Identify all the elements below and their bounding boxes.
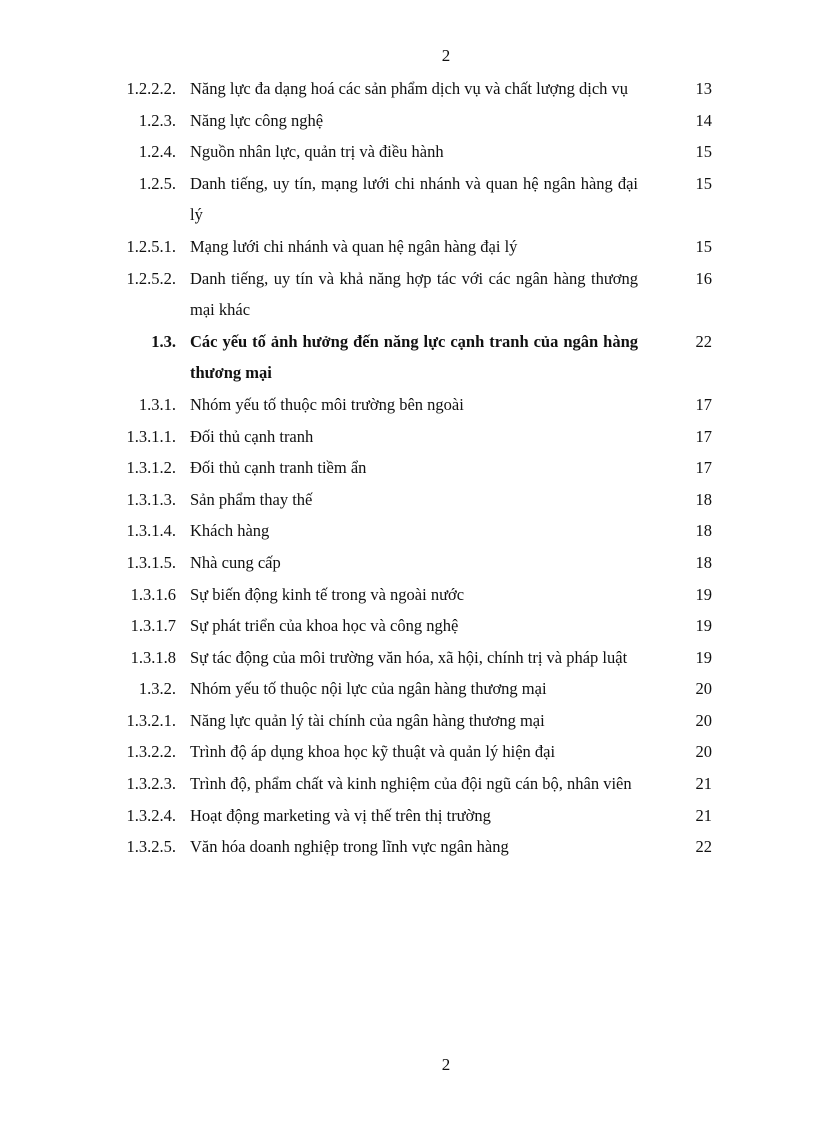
toc-entry-number: 1.3.2.4. <box>126 805 176 825</box>
toc-entry-title: Hoạt động marketing và vị thế trên thị trường <box>190 805 491 825</box>
toc-entry-title: Trình độ áp dụng khoa học kỹ thuật và quản lý hiện đại <box>190 742 556 762</box>
toc-entry-number: 1.3.2.2. <box>126 742 176 762</box>
toc-entry-number: 1.3.1.3. <box>126 489 176 509</box>
toc-entry-page: 13 <box>695 79 712 98</box>
toc-entry <box>0 547 816 579</box>
toc-entry-title: Danh tiếng, uy tín và khả năng hợp tác với các ngân hàng thương mại khác <box>190 268 638 320</box>
toc-entry-number: 1.3.1.7 <box>130 616 176 636</box>
toc-entry <box>0 263 816 326</box>
toc-entry-title: Nhóm yếu tố thuộc nội lực của ngân hàng thương mại <box>190 679 547 699</box>
toc-entry-title: Đối thủ cạnh tranh <box>190 426 314 446</box>
toc-entry <box>0 768 816 800</box>
toc-entry <box>0 673 816 705</box>
toc-entry-number: 1.2.5.1. <box>126 236 176 256</box>
toc-entry-page: 18 <box>695 521 712 541</box>
toc-entry-title: Mạng lưới chi nhánh và quan hệ ngân hàng đại lý <box>190 236 518 256</box>
toc-entry-page: 17 <box>695 426 712 446</box>
toc-entry-title: Nhóm yếu tố thuộc môi trường bên ngoài <box>190 394 464 414</box>
toc-entry-title: Sự tác động của môi trường văn hóa, xã hội, chính trị và pháp luật <box>190 647 628 667</box>
toc-entry-title: Trình độ, phẩm chất và kinh nghiệm của đội ngũ cán bộ, nhân viên <box>190 774 632 794</box>
toc-entry-title: Sản phẩm thay thế <box>190 489 313 509</box>
toc-entry-page: 22 <box>695 837 712 857</box>
toc-entry-title: Sự phát triển của khoa học và công nghệ <box>190 616 459 636</box>
toc-entry-title: Sự biến động kinh tế trong và ngoài nước <box>190 584 465 604</box>
toc-entry-title: Danh tiếng, uy tín, mạng lưới chi nhánh và quan hệ ngân hàng đại lý <box>190 173 638 225</box>
toc-entry <box>0 800 816 832</box>
toc-entry-number: 1.3.2.3. <box>126 774 176 794</box>
toc-entry <box>0 705 816 737</box>
toc-entry-title: Khách hàng <box>190 521 270 541</box>
toc-entry-number: 1.2.5. <box>138 173 176 193</box>
toc-entry <box>0 73 816 105</box>
toc-entry-page: 15 <box>695 173 712 193</box>
toc-entry-title: Nhà cung cấp <box>190 552 281 572</box>
toc-entry-number: 1.3.1.4. <box>126 521 176 541</box>
toc-entry <box>0 642 816 674</box>
toc-entry-page: 15 <box>695 142 712 162</box>
toc-entry-number: 1.2.5.2. <box>126 268 176 288</box>
toc-entry-page: 21 <box>695 774 712 794</box>
toc-entry-page: 19 <box>695 647 712 667</box>
page-number-bottom: 2 <box>441 1055 451 1074</box>
toc-entry-number: 1.3.2. <box>138 679 176 699</box>
toc-entry-page: 15 <box>695 236 712 256</box>
toc-entry-number: 1.3.1.8 <box>130 647 176 667</box>
toc-entry <box>0 105 816 137</box>
table-of-contents <box>0 73 816 863</box>
toc-entry <box>0 452 816 484</box>
toc-entry-number: 1.3.1.1. <box>126 426 176 446</box>
toc-entry-page: 14 <box>695 110 712 130</box>
toc-entry-title: Năng lực đa dạng hoá các sản phẩm dịch vụ và chất lượng dịch vụ <box>190 79 629 98</box>
toc-entry-number: 1.2.4. <box>138 142 176 162</box>
toc-entry <box>0 231 816 263</box>
toc-entry-number: 1.3.2.1. <box>126 710 176 730</box>
toc-entry-number: 1.3.1. <box>138 394 176 414</box>
toc-entry <box>0 515 816 547</box>
toc-entry-number: 1.2.2.2. <box>126 79 176 98</box>
toc-entry <box>0 610 816 642</box>
toc-entry-page: 20 <box>695 742 712 762</box>
toc-entry-number: 1.3.2.5. <box>126 837 176 857</box>
toc-entry <box>0 484 816 516</box>
toc-entry-page: 17 <box>695 394 712 414</box>
toc-entry-title: Năng lực quản lý tài chính của ngân hàng thương mại <box>190 710 545 730</box>
toc-entry-page: 19 <box>695 584 712 604</box>
toc-entry-number: 1.3.1.6 <box>130 584 176 604</box>
toc-entry-number: 1.3. <box>151 331 176 351</box>
toc-entry-page: 16 <box>695 268 712 288</box>
toc-entry <box>0 736 816 768</box>
toc-entry-title: Văn hóa doanh nghiệp trong lĩnh vực ngân hàng <box>190 837 509 857</box>
toc-entry-title: Nguồn nhân lực, quản trị và điều hành <box>190 142 444 162</box>
toc-entry-page: 20 <box>695 710 712 730</box>
toc-entry-number: 1.2.3. <box>138 110 176 130</box>
toc-entry-number: 1.3.1.2. <box>126 458 176 478</box>
toc-entry-page: 18 <box>695 489 712 509</box>
toc-entry <box>0 136 816 168</box>
toc-entry-page: 17 <box>695 458 712 478</box>
toc-entry-page: 18 <box>695 552 712 572</box>
toc-entry-page: 20 <box>695 679 712 699</box>
toc-entry-page: 19 <box>695 616 712 636</box>
toc-entry-title: Năng lực công nghệ <box>190 110 324 130</box>
toc-entry-title: Đối thủ cạnh tranh tiềm ẩn <box>190 458 367 478</box>
toc-entry <box>0 389 816 421</box>
page-number-top: 2 <box>441 46 451 65</box>
toc-entry <box>0 831 816 863</box>
toc-entry <box>0 421 816 453</box>
toc-entry <box>0 168 816 231</box>
toc-entry-title: Các yếu tố ảnh hưởng đến năng lực cạnh tranh của ngân hàng thương mại <box>190 331 638 383</box>
toc-entry-page: 22 <box>695 331 712 351</box>
toc-entry-page: 21 <box>695 805 712 825</box>
toc-entry <box>0 579 816 611</box>
toc-entry-number: 1.3.1.5. <box>126 552 176 572</box>
toc-entry <box>0 326 816 389</box>
